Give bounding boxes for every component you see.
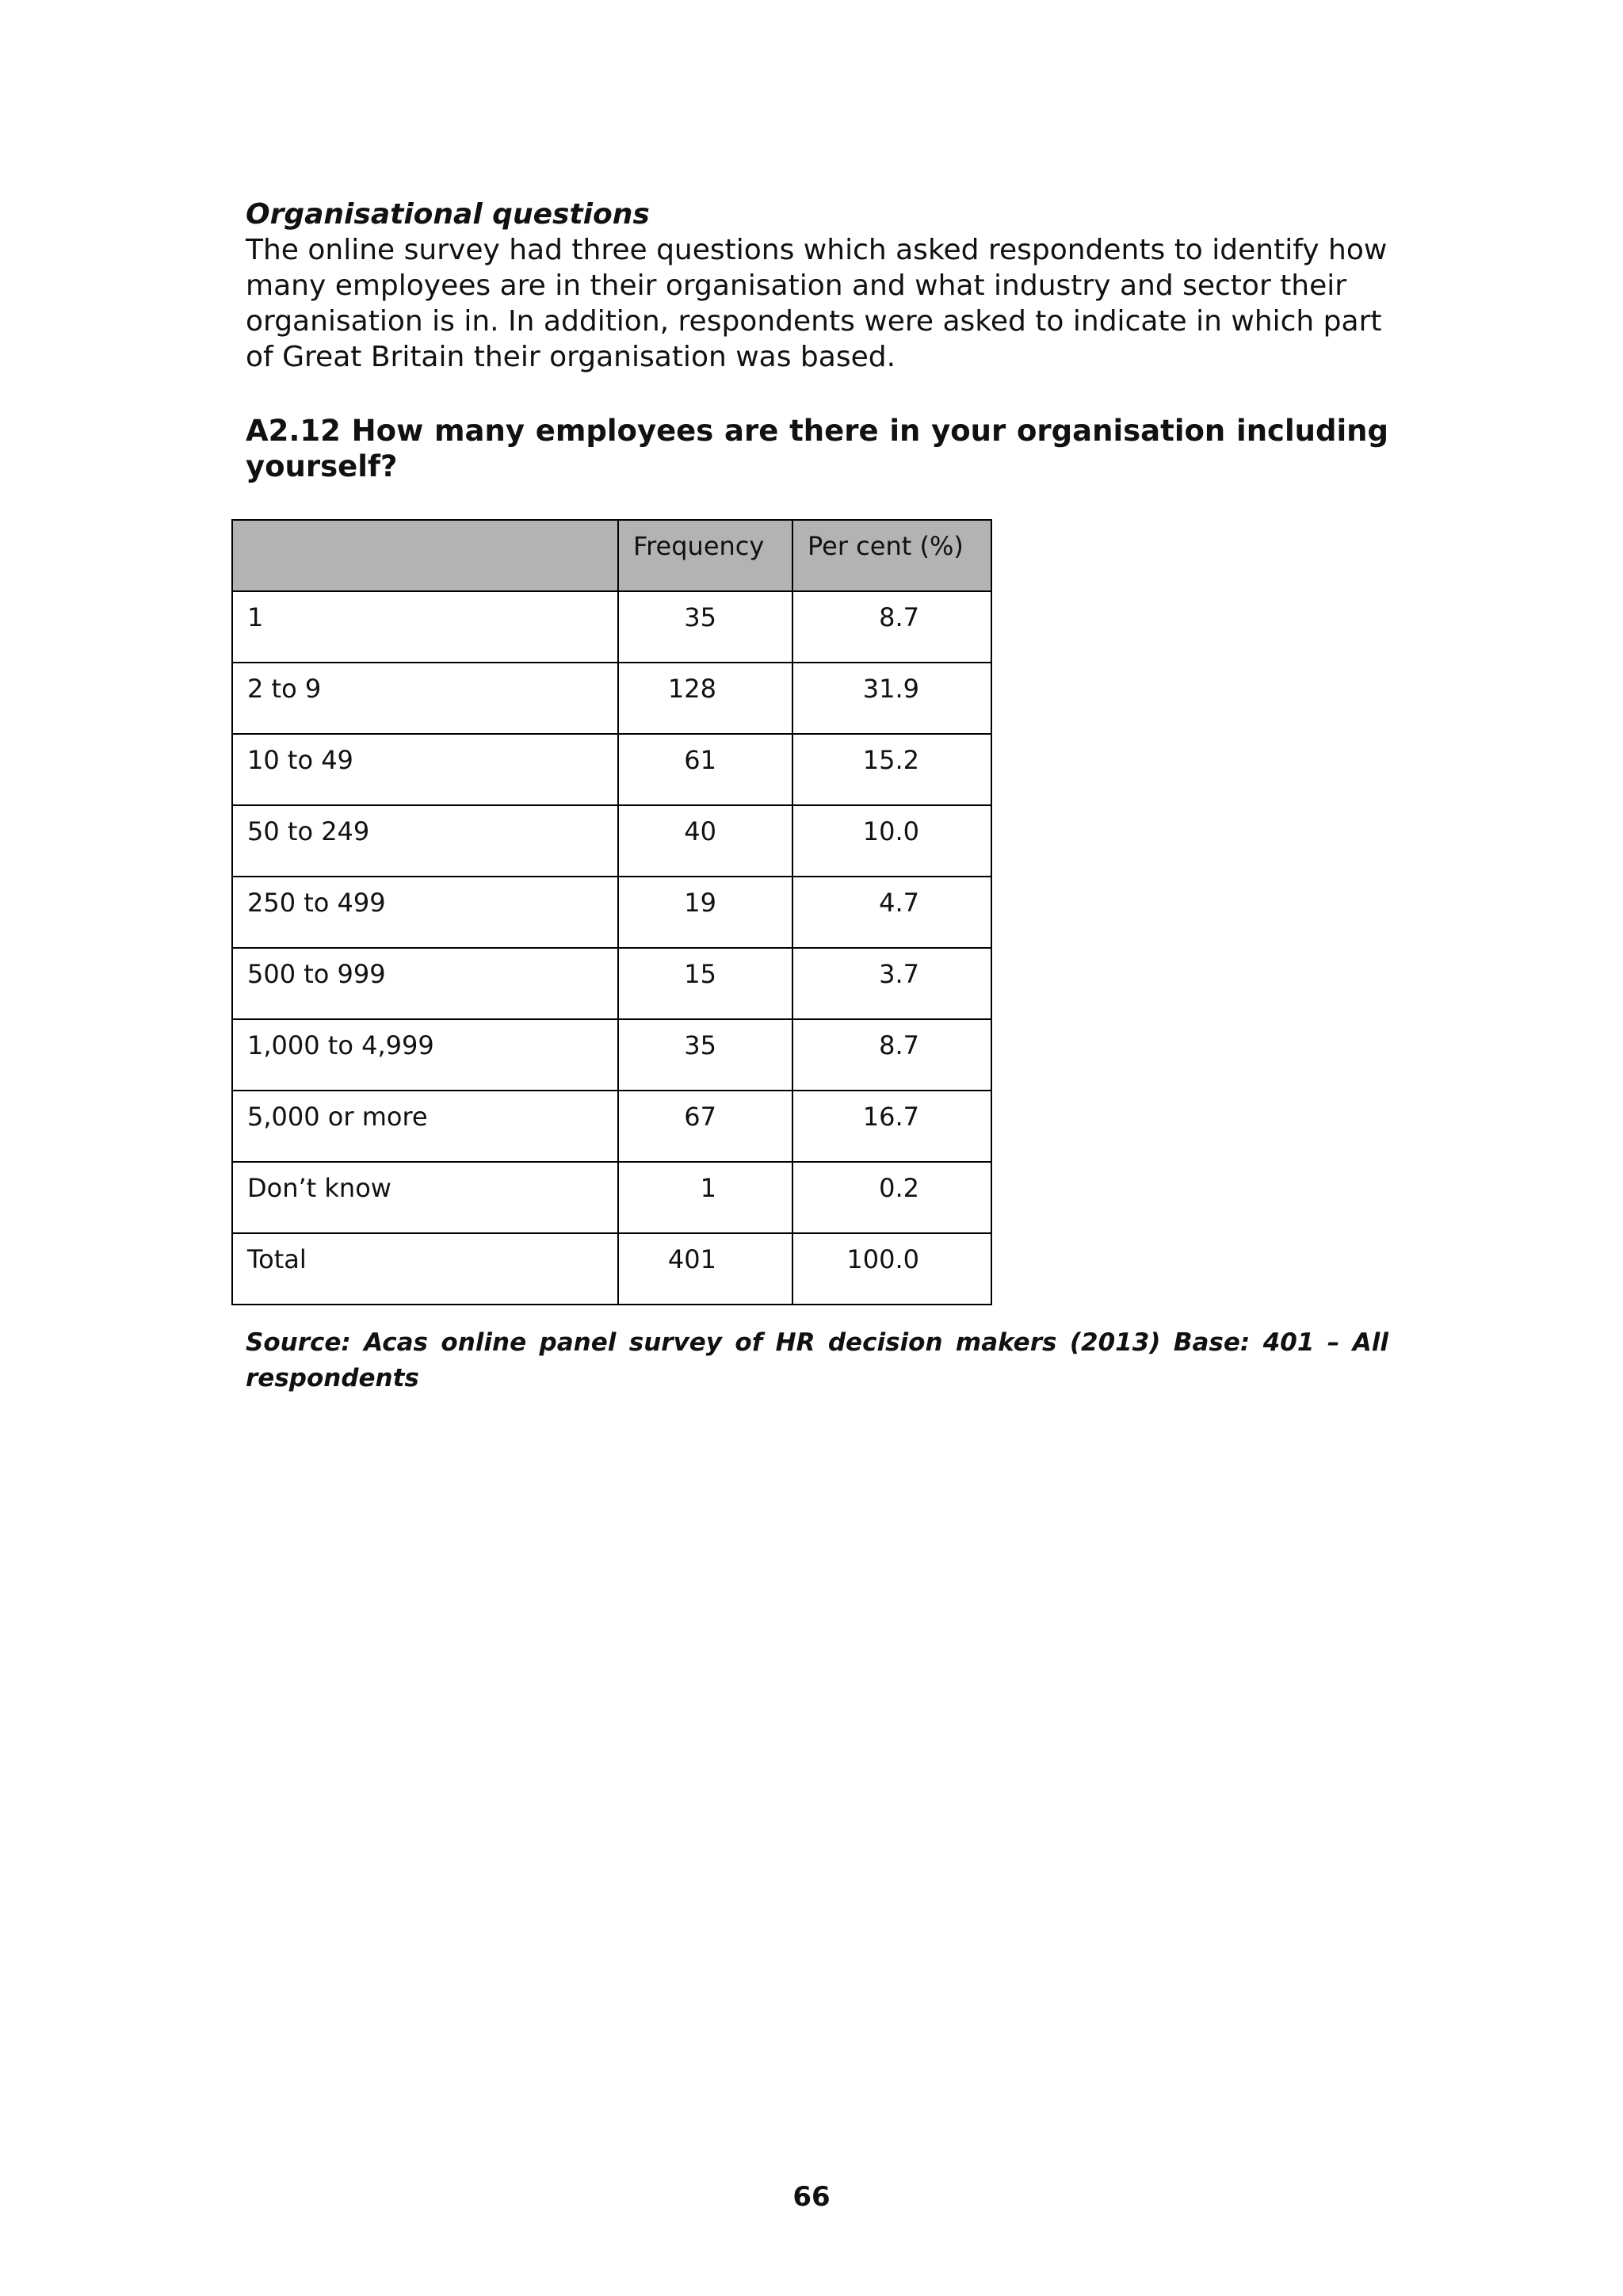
employees-table [231, 519, 992, 1305]
table-header-row [232, 520, 991, 591]
row-label: 500 to 999 [232, 948, 618, 1019]
row-percent: 0.2 [792, 1162, 991, 1233]
table-row [232, 734, 991, 805]
section-heading: Organisational questions [246, 198, 650, 231]
row-label: Don’t know [232, 1162, 618, 1233]
table-total-row [232, 1233, 991, 1305]
row-frequency: 128 [618, 663, 792, 734]
table-header-percent: Per cent (%) [792, 520, 991, 591]
source-note: Source: Acas online panel survey of HR decision makers (2013) Base: 401 – All respondents [246, 1328, 1388, 1392]
row-percent: 31.9 [792, 663, 991, 734]
table-header-blank [232, 520, 618, 591]
table-row [232, 948, 991, 1019]
page-number: 66 [792, 2181, 831, 2213]
row-frequency: 19 [618, 877, 792, 948]
row-frequency: 35 [618, 1019, 792, 1091]
row-percent: 3.7 [792, 948, 991, 1019]
row-label: 1 [232, 591, 618, 663]
row-label: 2 to 9 [232, 663, 618, 734]
table-row [232, 663, 991, 734]
table-row [232, 805, 991, 877]
row-percent: 10.0 [792, 805, 991, 877]
row-frequency: 61 [618, 734, 792, 805]
row-percent: 8.7 [792, 1019, 991, 1091]
table-row [232, 877, 991, 948]
table-row [232, 591, 991, 663]
table-row [232, 1091, 991, 1162]
row-frequency: 1 [618, 1162, 792, 1233]
row-percent: 16.7 [792, 1091, 991, 1162]
row-frequency: 67 [618, 1091, 792, 1162]
question-heading: A2.12 How many employees are there in your organisation including yourself? [246, 414, 1388, 483]
section-paragraph: The online survey had three questions which asked respondents to identify how many employees are in their organisation and what industry and sector their organisation is in. In addition, respondents were asked to indicate in which part of Great Britain their organisation was based. [246, 234, 1388, 373]
row-frequency: 40 [618, 805, 792, 877]
row-percent: 8.7 [792, 591, 991, 663]
row-label: 50 to 249 [232, 805, 618, 877]
row-label: Total [232, 1233, 618, 1305]
table-row [232, 1019, 991, 1091]
page-content [246, 197, 1388, 484]
row-frequency: 15 [618, 948, 792, 1019]
row-frequency: 35 [618, 591, 792, 663]
row-label: 250 to 499 [232, 877, 618, 948]
row-label: 5,000 or more [232, 1091, 618, 1162]
row-label: 10 to 49 [232, 734, 618, 805]
row-percent: 15.2 [792, 734, 991, 805]
table-row [232, 1162, 991, 1233]
row-percent: 100.0 [792, 1233, 991, 1305]
table-header-frequency: Frequency [618, 520, 792, 591]
row-percent: 4.7 [792, 877, 991, 948]
row-frequency: 401 [618, 1233, 792, 1305]
row-label: 1,000 to 4,999 [232, 1019, 618, 1091]
